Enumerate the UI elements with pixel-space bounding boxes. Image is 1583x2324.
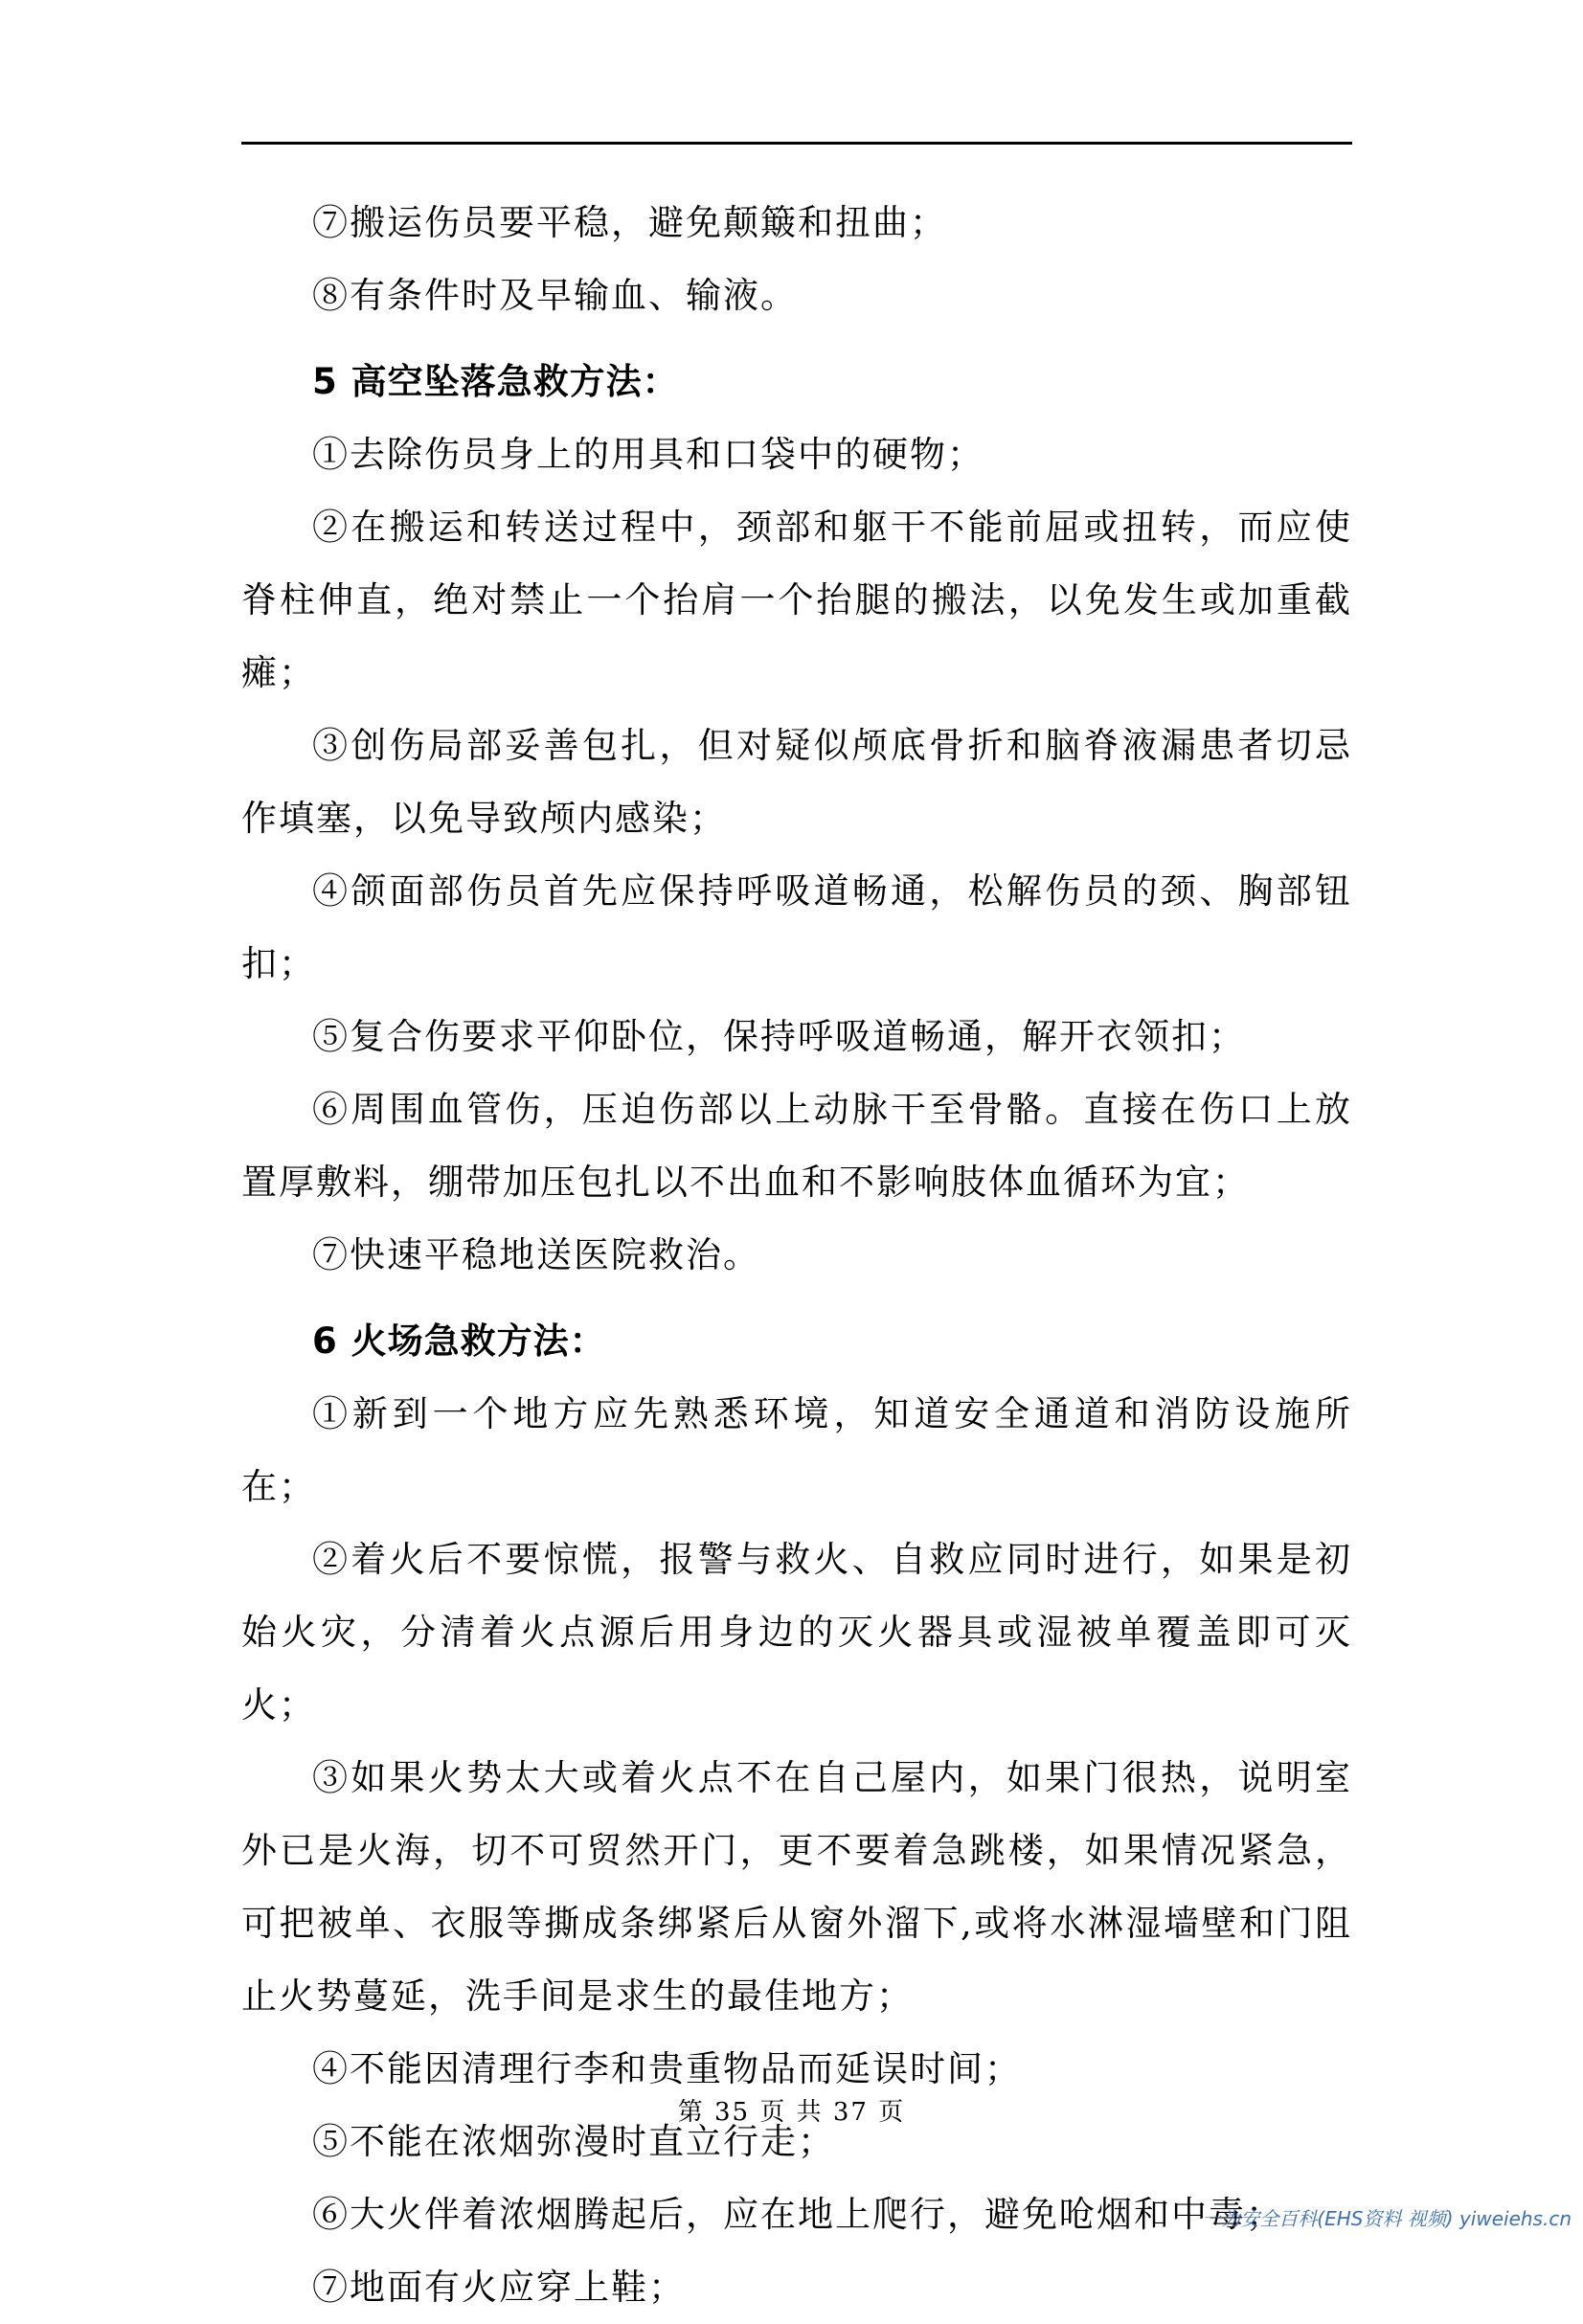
list-item: ⑥大火伴着浓烟腾起后，应在地上爬行，避免呛烟和中毒；	[312, 2194, 1283, 2235]
list-item: ⑥周围血管伤，压迫伤部以上动脉干至骨骼。直接在伤口上放置厚敷料，绷带加压包扎以不出血和不影响肢体血循环为宜；	[241, 1089, 1352, 1203]
site-watermark: 一为安全百科(EHS资料 视频) yiweiehs.cn	[1202, 2207, 1572, 2230]
section-heading-6: 6 火场急救方法：	[312, 1320, 606, 1362]
list-item: ②着火后不要惊慌，报警与救火、自救应同时进行，如果是初始火灾，分清着火点源后用身边的灭火器具或湿被单覆盖即可灭火；	[241, 1539, 1352, 1726]
document-body	[241, 187, 1352, 2324]
list-item: ⑧有条件时及早输血、输液。	[312, 275, 798, 316]
page-number: 第 35 页 共 37 页	[677, 2098, 906, 2127]
list-item: ④不能因清理行李和贵重物品而延误时间；	[312, 2048, 1022, 2089]
list-item: ①新到一个地方应先熟悉环境，知道安全通道和消防设施所在；	[241, 1393, 1352, 1507]
list-item: ⑤不能在浓烟弥漫时直立行走；	[312, 2121, 835, 2162]
list-item: ③如果火势太大或着火点不在自己屋内，如果门很热，说明室外已是火海，切不可贸然开门，更不要着急跳楼，如果情况紧急，可把被单、衣服等撕成条绑紧后从窗外溜下,或将水淋湿墙壁和门阻止火势蔓延，洗手间是求生的最佳地方；	[241, 1757, 1352, 2017]
section-heading-5: 5 高空坠落急救方法：	[312, 361, 679, 402]
list-item: ⑦地面有火应穿上鞋；	[312, 2267, 686, 2308]
list-item: ①去除伤员身上的用具和口袋中的硬物；	[312, 434, 984, 475]
list-item: ③创伤局部妥善包扎，但对疑似颅底骨折和脑脊液漏患者切忌作填塞，以免导致颅内感染；	[241, 725, 1352, 839]
list-item: ⑦快速平稳地送医院救治。	[312, 1234, 760, 1275]
list-item: ④颌面部伤员首先应保持呼吸道畅通，松解伤员的颈、胸部钮扣；	[241, 870, 1352, 984]
list-item: ②在搬运和转送过程中，颈部和躯干不能前屈或扭转，而应使脊柱伸直，绝对禁止一个抬肩一个抬腿的搬法，以免发生或加重截瘫；	[241, 507, 1352, 693]
list-item: ⑦搬运伤员要平稳，避免颠簸和扭曲；	[312, 202, 947, 243]
list-item: ⑤复合伤要求平仰卧位，保持呼吸道畅通，解开衣领扣；	[312, 1016, 1246, 1057]
header-rule	[241, 142, 1352, 145]
